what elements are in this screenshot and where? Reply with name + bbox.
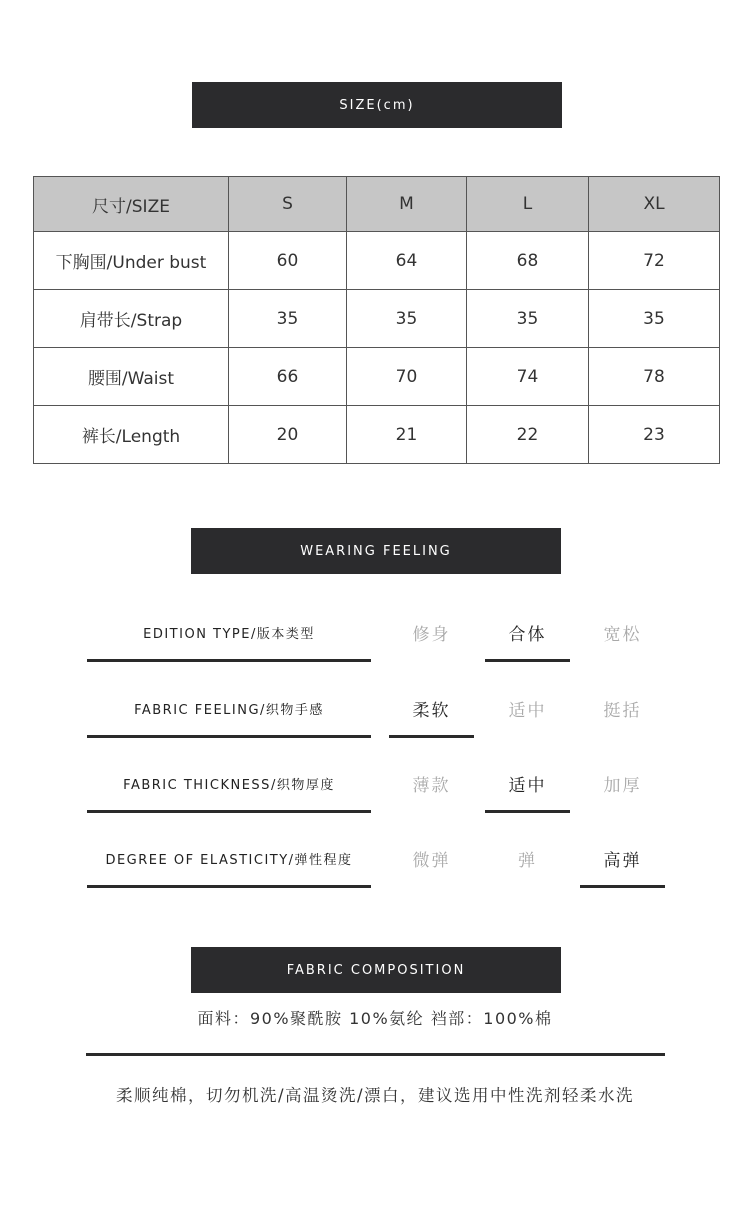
- fabric-section-banner: [191, 947, 561, 993]
- table-row: [34, 232, 720, 290]
- wearing-banner-title: WEARING FEELING: [300, 543, 452, 559]
- size-table: [33, 176, 720, 464]
- feel-option-selected: 合体: [485, 605, 570, 662]
- feel-row-elasticity: [0, 831, 750, 887]
- fabric-banner-title: FABRIC COMPOSITION: [286, 962, 466, 978]
- feel-row-edition-type: [0, 605, 750, 661]
- row-label-waist: 腰围/Waist: [34, 348, 229, 406]
- table-cell: 68: [467, 232, 589, 290]
- wearing-section-banner: [191, 528, 561, 574]
- fabric-composition-text: 面料：90%聚酰胺 10%氨纶 裆部：100%棉: [197, 1009, 553, 1028]
- feel-label: FABRIC FEELING/织物手感: [87, 681, 371, 738]
- table-cell: 72: [589, 232, 720, 290]
- feel-option: 加厚: [603, 775, 642, 796]
- table-cell: 35: [347, 290, 467, 348]
- row-label-strap: 肩带长/Strap: [34, 290, 229, 348]
- table-cell: 20: [229, 406, 347, 464]
- row-label-under-bust: 下胸围/Under bust: [34, 232, 229, 290]
- table-cell: 35: [467, 290, 589, 348]
- size-section-banner: [192, 82, 562, 128]
- table-cell: 60: [229, 232, 347, 290]
- table-cell: 78: [589, 348, 720, 406]
- header-cell-l: L: [467, 177, 589, 232]
- table-row: [34, 348, 720, 406]
- feel-option: 弹: [518, 850, 537, 871]
- feel-option: 宽松: [603, 624, 642, 645]
- feel-option: 挺括: [603, 700, 642, 721]
- header-cell-s: S: [229, 177, 347, 232]
- table-cell: 35: [229, 290, 347, 348]
- feel-option: 薄款: [412, 775, 451, 796]
- header-cell-m: M: [347, 177, 467, 232]
- divider: [86, 1053, 665, 1056]
- table-cell: 64: [347, 232, 467, 290]
- table-cell: 23: [589, 406, 720, 464]
- feel-option-selected: 柔软: [389, 681, 474, 738]
- header-cell-xl: XL: [589, 177, 720, 232]
- feel-option: 适中: [508, 700, 547, 721]
- size-table-header-row: [34, 177, 720, 232]
- table-cell: 74: [467, 348, 589, 406]
- feel-row-fabric-thickness: [0, 756, 750, 812]
- header-cell-size: 尺寸/SIZE: [34, 177, 229, 232]
- feel-option: 微弹: [412, 850, 451, 871]
- table-cell: 35: [589, 290, 720, 348]
- feel-label: EDITION TYPE/版本类型: [87, 605, 371, 662]
- feel-row-fabric-feeling: [0, 681, 750, 737]
- feel-option-selected: 高弹: [580, 831, 665, 888]
- table-row: [34, 290, 720, 348]
- table-cell: 21: [347, 406, 467, 464]
- table-cell: 70: [347, 348, 467, 406]
- table-cell: 66: [229, 348, 347, 406]
- table-cell: 22: [467, 406, 589, 464]
- feel-option: 修身: [412, 624, 451, 645]
- feel-label: DEGREE OF ELASTICITY/弹性程度: [87, 831, 371, 888]
- size-banner-title: SIZE(cm): [339, 97, 415, 113]
- feel-option-selected: 适中: [485, 756, 570, 813]
- care-instructions-text: 柔顺纯棉，切勿机洗/高温烫洗/漂白，建议选用中性洗剂轻柔水洗: [115, 1086, 635, 1105]
- table-row: [34, 406, 720, 464]
- row-label-length: 裤长/Length: [34, 406, 229, 464]
- feel-label: FABRIC THICKNESS/织物厚度: [87, 756, 371, 813]
